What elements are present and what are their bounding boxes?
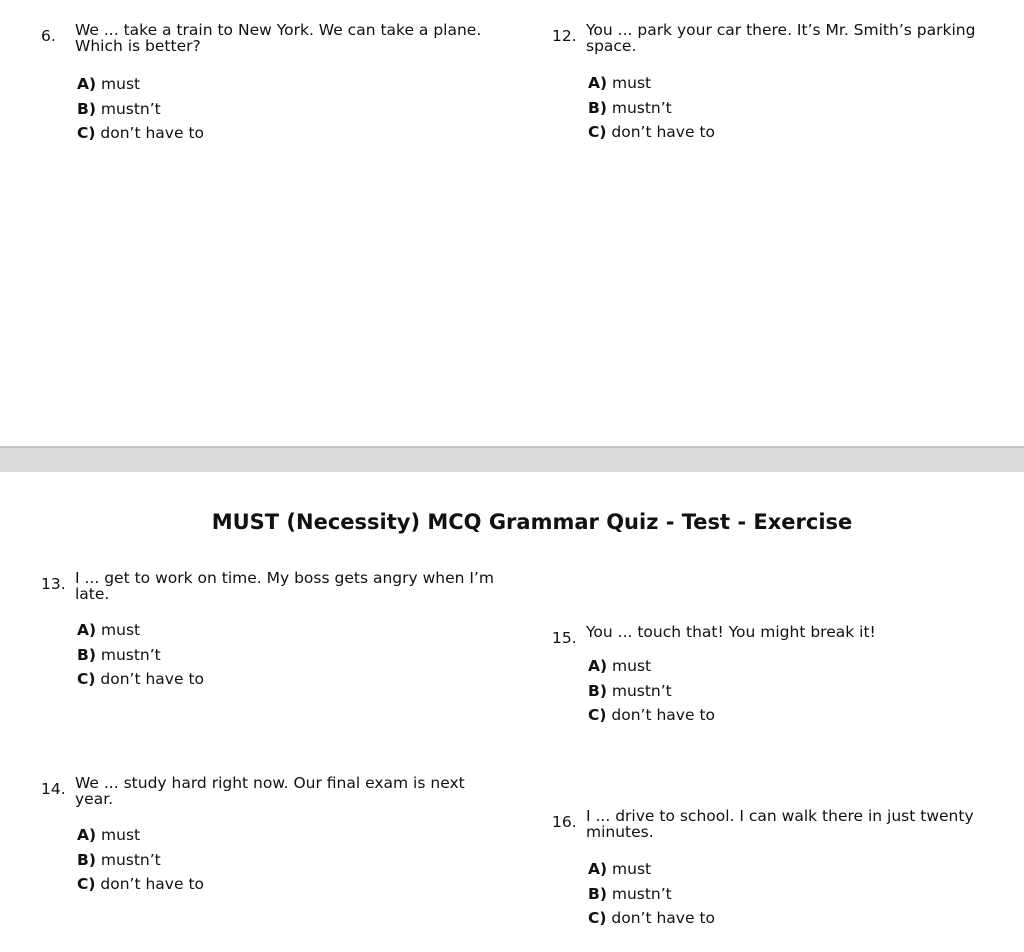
option-text: must (101, 75, 141, 93)
option-c[interactable] (77, 667, 204, 692)
option-a[interactable] (77, 72, 204, 97)
option-letter: B) (77, 99, 96, 118)
option-c[interactable] (77, 872, 204, 897)
option-text: don’t have to (100, 124, 205, 142)
option-a[interactable] (588, 71, 715, 96)
option-letter: A) (588, 74, 608, 92)
question-number: 13. (41, 575, 66, 593)
option-text: must (612, 657, 652, 675)
question-text: You ... park your car there. It’s Mr. Smith’s parking space. (586, 21, 976, 55)
answer-options (588, 654, 715, 728)
question-number: 16. (552, 813, 577, 831)
option-text: don’t have to (100, 875, 205, 893)
question-text: You ... touch that! You might break it! (586, 623, 876, 641)
page-title: MUST (Necessity) MCQ Grammar Quiz - Test - Exercise (211, 510, 853, 534)
question-number: 6. (41, 27, 56, 45)
question-text: I ... get to work on time. My boss gets angry when I’m late. (75, 569, 494, 603)
option-letter: C) (77, 124, 96, 142)
option-letter: C) (77, 875, 96, 893)
option-text: must (101, 621, 141, 639)
option-b[interactable] (77, 848, 204, 873)
option-letter: B) (77, 645, 96, 664)
option-a[interactable] (77, 823, 204, 848)
option-a[interactable] (588, 654, 715, 679)
option-letter: A) (588, 860, 608, 878)
page-separator (0, 446, 1024, 472)
option-letter: C) (588, 909, 607, 927)
option-letter: B) (588, 98, 607, 117)
question-number: 14. (41, 780, 66, 798)
option-text: mustn’t (100, 850, 161, 869)
option-letter: C) (588, 123, 607, 141)
option-text: don’t have to (611, 706, 716, 724)
question-number: 12. (552, 27, 577, 45)
option-b[interactable] (588, 882, 715, 907)
option-letter: B) (588, 884, 607, 903)
option-b[interactable] (77, 97, 204, 122)
option-b[interactable] (588, 679, 715, 704)
option-b[interactable] (77, 643, 204, 668)
option-text: must (612, 74, 652, 92)
question-text: I ... drive to school. I can walk there in just twenty minutes. (586, 807, 974, 841)
document-page-2 (0, 472, 1024, 952)
answer-options (77, 618, 204, 692)
question-number: 15. (552, 629, 577, 647)
option-text: must (101, 826, 141, 844)
option-letter: B) (588, 681, 607, 700)
question-text: We ... take a train to New York. We can take a plane. Which is better? (75, 21, 482, 55)
option-c[interactable] (588, 120, 715, 145)
option-text: don’t have to (611, 123, 716, 141)
option-text: mustn’t (611, 98, 672, 117)
answer-options (77, 72, 204, 146)
option-text: don’t have to (100, 670, 205, 688)
option-letter: C) (77, 670, 96, 688)
option-text: mustn’t (100, 99, 161, 118)
answer-options (77, 823, 204, 897)
option-a[interactable] (77, 618, 204, 643)
option-a[interactable] (588, 857, 715, 882)
option-letter: C) (588, 706, 607, 724)
option-text: must (612, 860, 652, 878)
option-text: don’t have to (611, 909, 716, 927)
option-c[interactable] (588, 906, 715, 931)
option-c[interactable] (77, 121, 204, 146)
question-text: We ... study hard right now. Our final exam is next year. (75, 774, 465, 808)
option-text: mustn’t (611, 884, 672, 903)
option-b[interactable] (588, 96, 715, 121)
option-text: mustn’t (611, 681, 672, 700)
option-letter: A) (77, 75, 97, 93)
option-letter: A) (588, 657, 608, 675)
option-letter: A) (77, 621, 97, 639)
answer-options (588, 71, 715, 145)
answer-options (588, 857, 715, 931)
option-letter: B) (77, 850, 96, 869)
option-c[interactable] (588, 703, 715, 728)
option-letter: A) (77, 826, 97, 844)
document-page-1 (0, 0, 1024, 446)
option-text: mustn’t (100, 645, 161, 664)
